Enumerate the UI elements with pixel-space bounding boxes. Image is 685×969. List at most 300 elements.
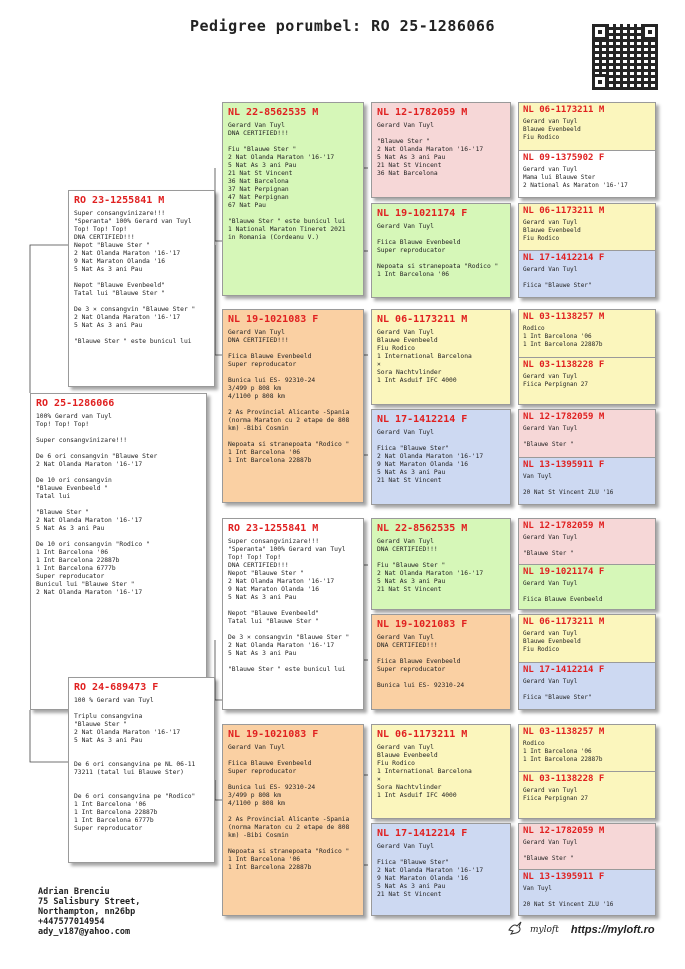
info-line: 2 Nat Olanda Maraton '16-'17 — [74, 314, 181, 321]
info-line: DNA CERTIFIED!!! — [228, 130, 289, 137]
info-line: 1 Int Barcelona 22887b — [523, 341, 603, 348]
gen4-pair-card — [518, 614, 656, 710]
info-line: Gerard van Tuyl — [523, 787, 578, 794]
info-line: 21 Nat St Vincent — [377, 891, 442, 898]
info-line: 2 Nat Olanda Maraton '16-'17 — [228, 578, 335, 585]
great-grandparent-card — [371, 409, 511, 505]
info-line — [36, 501, 201, 509]
ring-number: NL 22-8562535 M — [228, 107, 319, 118]
info-line: 5 Nat As 3 ani Pau — [377, 154, 446, 161]
info-line: Gerard Van Tuyl — [523, 580, 578, 587]
info-line: Gerard Van Tuyl — [377, 223, 434, 230]
info-line: Top! Top! Top! — [74, 226, 128, 233]
info-line: De 10 ori consangvin "Rodico " — [36, 541, 150, 548]
info-line: Gerard Van Tuyl — [523, 534, 578, 541]
info-line: "Blauwe Ster " este bunicul lui — [228, 218, 346, 225]
grandparent-card — [222, 518, 364, 710]
info-line: 47 Nat Perpignan — [228, 194, 289, 201]
grandparent-card — [222, 309, 364, 503]
dam-ring: RO 24-689473 F — [74, 682, 159, 693]
info-line: De 6 ori consangvina pe "Rodico" — [74, 793, 196, 800]
info-line: × — [377, 361, 381, 368]
info-line: Blauwe Evenbeeld — [523, 126, 581, 133]
info-line — [523, 847, 651, 855]
info-line: "Blauwe Ster " — [523, 855, 574, 862]
info-line: Sora Nachtvlinder — [377, 369, 442, 376]
ring-number: NL 17-1412214 F — [377, 828, 468, 839]
info-line: 20 Nat St Vincent ZLU '16 — [523, 901, 614, 908]
info-line — [74, 330, 209, 338]
info-line: Fiica "Blauwe Ster" — [523, 282, 592, 289]
info-line — [377, 674, 505, 682]
info-line — [228, 345, 358, 353]
info-line — [36, 533, 201, 541]
ring-number: NL 06-1173211 M — [523, 206, 605, 216]
info-line: Gerard Van Tuyl — [228, 744, 285, 751]
info-line: De 3 × consangvin "Blauwe Ster " — [228, 634, 350, 641]
info-line — [523, 433, 651, 441]
sire-card — [68, 190, 215, 387]
info-line: Mama lui Blauwe Ster — [523, 174, 596, 181]
info-line: DNA CERTIFIED!!! — [228, 337, 289, 344]
info-line: 9 Nat Maraton Olanda '16 — [377, 875, 468, 882]
gen4-female — [519, 564, 655, 610]
info-line: Gerard Van Tuyl — [523, 678, 578, 685]
great-grandparent-card — [371, 203, 511, 298]
owner-email[interactable]: ady_v187@yahoo.com — [38, 927, 131, 937]
owner-contact — [38, 887, 140, 937]
gen4-pair-card — [518, 823, 656, 916]
ring-number: NL 06-1173211 M — [523, 105, 605, 115]
info-line: Nepot "Blauwe Evenbeeld" — [74, 282, 165, 289]
info-line: Super reproducator — [228, 768, 297, 775]
info-line: Super reproducator — [228, 361, 297, 368]
info-line: (norma Maraton cu 2 etape de 808 — [228, 824, 350, 831]
info-line: 20 Nat St Vincent ZLU '16 — [523, 489, 614, 496]
info-line: 1 Int Barcelona 6777b — [36, 565, 116, 572]
ring-number: NL 03-1138228 F — [523, 360, 605, 370]
info-line: 1 International Barcelona — [377, 768, 472, 775]
info-line: 1 Int Barcelona '06 — [377, 271, 450, 278]
brand-footer — [508, 921, 655, 939]
grandparent-card — [222, 102, 364, 296]
pigeon-logo-icon — [508, 921, 524, 939]
info-line — [228, 840, 358, 848]
info-line: Fiica Blauwe Evenbeeld — [377, 239, 461, 246]
info-line: 5 Nat As 3 ani Pau — [74, 737, 143, 744]
info-line — [74, 785, 209, 793]
info-line: Bunica lui ES- 92310-24 — [228, 377, 316, 384]
info-line: 5 Nat As 3 ani Pau — [377, 578, 446, 585]
gen4-male — [519, 310, 655, 357]
info-line: Fiica Perpignan 27 — [523, 795, 589, 802]
info-line: Gerard van Tuyl — [523, 630, 578, 637]
info-line — [377, 650, 505, 658]
info-line: 2 Nat Olanda Maraton '16-'17 — [36, 517, 143, 524]
info-line: Top! Top! Top! — [36, 421, 90, 428]
info-line: Van Tuyl — [523, 473, 552, 480]
gen4-male — [519, 103, 655, 150]
info-line: Nepot "Blauwe Evenbeeld" — [228, 610, 319, 617]
info-line: De 6 ori consangvina pe NL 06-11 — [74, 761, 196, 768]
info-line: 2 Nat Olanda Maraton '16-'17 — [377, 570, 484, 577]
info-line: Rodico — [523, 325, 545, 332]
great-grandparent-card — [371, 614, 511, 710]
gen4-female — [519, 662, 655, 710]
gen4-male — [519, 204, 655, 250]
info-line: De 3 × consangvin "Blauwe Ster " — [74, 306, 196, 313]
info-line — [377, 851, 505, 859]
ring-number: NL 17-1412214 F — [377, 414, 468, 425]
info-line: km) -Bibi Cosmin — [228, 832, 289, 839]
info-line: Blauwe Evenbeeld — [377, 337, 438, 344]
info-line: km) -Bibi Cosmin — [228, 425, 289, 432]
info-line: 5 Nat As 3 ani Pau — [228, 162, 297, 169]
info-line: Fiica Blauwe Evenbeeld — [523, 596, 603, 603]
info-line: "Speranta" 100% Gerard van Tuyl — [228, 546, 346, 553]
info-line: Sora Nachtvlinder — [377, 784, 442, 791]
info-line: 1 International Barcelona — [377, 353, 472, 360]
grandparent-card — [222, 724, 364, 916]
info-line: 1 Int Asduif IFC 4000 — [377, 377, 457, 384]
info-line: 2 Nat Olanda Maraton '16-'17 — [36, 589, 143, 596]
info-line: 2 Nat Olanda Maraton '16-'17 — [377, 453, 484, 460]
info-line — [228, 433, 358, 441]
info-line: Fiica Blauwe Evenbeeld — [377, 658, 461, 665]
info-line: Van Tuyl — [523, 885, 552, 892]
info-line: 1 Int Barcelona 22887b — [36, 557, 120, 564]
info-line: Gerard Van Tuyl — [377, 843, 434, 850]
dam-card — [68, 677, 215, 863]
info-line: 1 Int Barcelona '06 — [36, 549, 109, 556]
info-line: Super reproducator — [377, 247, 446, 254]
info-line: 1 Int Barcelona 6777b — [74, 817, 154, 824]
info-line: "Blauwe Evenbeeld " — [36, 485, 109, 492]
ring-number: NL 12-1782059 M — [377, 107, 468, 118]
great-grandparent-card — [371, 518, 511, 610]
info-line: Rodico — [523, 740, 545, 747]
info-line — [228, 138, 358, 146]
info-line: 1 Int Barcelona 22887b — [523, 756, 603, 763]
ring-number: NL 06-1173211 M — [377, 314, 468, 325]
info-line: DNA CERTIFIED!!! — [377, 642, 438, 649]
info-line: 1 Int Barcelona 22887b — [228, 864, 312, 871]
info-line: Super reproducator — [36, 573, 105, 580]
info-line: 1 Int Barcelona 22887b — [74, 809, 158, 816]
info-line: Gerard Van Tuyl — [377, 634, 434, 641]
gen4-pair-card — [518, 409, 656, 505]
info-line: Super consangvinizare!!! — [228, 538, 319, 545]
gen4-female — [519, 457, 655, 505]
gen4-female — [519, 250, 655, 298]
info-line: "Blauwe Ster " — [74, 721, 128, 728]
ring-number: NL 22-8562535 M — [377, 523, 468, 534]
info-line: 36 Nat Barcelona — [228, 178, 289, 185]
info-line: 2 Nat Olanda Maraton '16-'17 — [36, 461, 143, 468]
info-line: Fiu Rodico — [523, 134, 560, 141]
ring-number: NL 19-1021174 F — [377, 208, 468, 219]
brand-name: myloft — [530, 925, 559, 935]
info-line — [228, 626, 358, 634]
gen4-male — [519, 824, 655, 869]
info-line: 9 Nat Maraton Olanda '16 — [74, 258, 165, 265]
ring-number: NL 03-1138228 F — [523, 774, 605, 784]
brand-url-link[interactable]: https://myloft.ro — [570, 924, 655, 936]
info-line: 5 Nat As 3 ani Pau — [377, 469, 446, 476]
gen4-pair-card — [518, 102, 656, 198]
ring-number: NL 13-1395911 F — [523, 460, 605, 470]
ring-number: NL 12-1782059 M — [523, 412, 605, 422]
owner-phone: +447577014954 — [38, 917, 105, 927]
info-line: Super consangvinizare!!! — [36, 437, 127, 444]
info-line: 4/1100 p 808 km — [228, 393, 285, 400]
info-line: Fiica "Blauwe Ster" — [377, 859, 450, 866]
subject-ring: RO 25-1286066 — [36, 398, 115, 409]
info-line: Blauwe Evenbeeld — [377, 752, 438, 759]
info-line: 9 Nat Maraton Olanda '16 — [377, 461, 468, 468]
info-line — [228, 752, 358, 760]
info-line: 37 Nat Perpignan — [228, 186, 289, 193]
info-line: Fiica "Blauwe Ster" — [523, 694, 592, 701]
info-line: 2 Nat Olanda Maraton '16-'17 — [74, 729, 181, 736]
gen4-pair-card — [518, 724, 656, 819]
info-line — [36, 445, 201, 453]
info-line: "Blauwe Ster " — [523, 550, 574, 557]
info-line: Super consangvinizare!!! — [74, 210, 165, 217]
great-grandparent-card — [371, 102, 511, 198]
info-line: Nepoata si stranepoata "Rodico " — [377, 263, 499, 270]
info-line: Nepoata si stranepoata "Rodico " — [228, 848, 350, 855]
info-line: "Blauwe Ster " este bunicul lui — [74, 338, 192, 345]
ring-number: NL 12-1782059 M — [523, 826, 605, 836]
info-line: Fiu Rodico — [523, 235, 560, 242]
gen4-male — [519, 410, 655, 457]
info-line — [523, 542, 651, 550]
ring-number: NL 19-1021174 F — [523, 567, 605, 577]
info-line: Fiica Perpignan 27 — [523, 381, 589, 388]
info-line: 5 Nat As 3 ani Pau — [36, 525, 105, 532]
info-line: "Blauwe Ster " — [377, 138, 431, 145]
info-line: 1 National Maraton Tineret 2021 — [228, 226, 346, 233]
info-line: DNA CERTIFIED!!! — [228, 562, 289, 569]
info-line — [523, 588, 651, 596]
info-line: Fiu Rodico — [523, 646, 560, 653]
info-line — [228, 658, 358, 666]
ring-number: NL 13-1395911 F — [523, 872, 605, 882]
info-line — [74, 777, 209, 785]
ring-number: NL 06-1173211 M — [523, 617, 605, 627]
info-line: 1 Int Barcelona '06 — [228, 856, 301, 863]
gen4-pair-card — [518, 518, 656, 610]
great-grandparent-card — [371, 724, 511, 819]
info-line: Super reproducator — [377, 666, 446, 673]
info-line: 67 Nat Pau — [228, 202, 266, 209]
info-line: in Romania (Cordeanu V.) — [228, 234, 319, 241]
info-line: 2 As Provincial Alicante -Spania — [228, 409, 350, 416]
info-line: 4/1100 p 808 km — [228, 800, 285, 807]
info-line: Blauwe Evenbeeld — [523, 638, 581, 645]
info-line: 1 Int Asduif IFC 4000 — [377, 792, 457, 799]
info-line — [377, 554, 505, 562]
gen4-pair-card — [518, 203, 656, 298]
info-line: 2 National As Maraton '16-'17 — [523, 182, 628, 189]
info-line: 100 % Gerard van Tuyl — [74, 697, 154, 704]
info-line — [74, 298, 209, 306]
ring-number: NL 17-1412214 F — [523, 253, 605, 263]
info-line — [523, 481, 651, 489]
info-line — [377, 437, 505, 445]
gen4-pair-card — [518, 309, 656, 405]
info-line: 5 Nat As 3 ani Pau — [377, 883, 446, 890]
info-line: Bunica lui ES- 92310-24 — [377, 682, 465, 689]
info-line: 3/499 p 808 km — [228, 385, 282, 392]
page-title: Pedigree porumbel: RO 25-1286066 — [190, 17, 495, 35]
info-line: 9 Nat Maraton Olanda '16 — [228, 586, 319, 593]
info-line: 21 Nat St Vincent — [228, 170, 293, 177]
sire-ring: RO 23-1255841 M — [74, 195, 165, 206]
subject-lines — [31, 413, 206, 605]
info-line: Gerard van Tuyl — [523, 219, 578, 226]
info-line: Fiica "Blauwe Ster" — [377, 445, 450, 452]
ring-number: NL 09-1375902 F — [523, 153, 605, 163]
info-line: Bunica lui ES- 92310-24 — [228, 784, 316, 791]
gen4-male — [519, 519, 655, 564]
info-line: Triplu consangvina — [74, 713, 143, 720]
info-line: 5 Nat As 3 ani Pau — [228, 650, 297, 657]
ring-number: NL 19-1021083 F — [228, 729, 319, 740]
info-line: Top! Top! Top! — [228, 554, 282, 561]
info-line: 5 Nat As 3 ani Pau — [228, 594, 297, 601]
info-line: 2 Nat Olanda Maraton '16-'17 — [377, 867, 484, 874]
info-line — [228, 210, 358, 218]
info-line: 21 Nat St Vincent — [377, 586, 442, 593]
info-line — [228, 369, 358, 377]
info-line: "Blauwe Ster " — [523, 441, 574, 448]
info-line: Gerard van Tuyl — [523, 118, 578, 125]
info-line: 5 Nat As 3 ani Pau — [74, 266, 143, 273]
info-line: Gerard van Tuyl — [377, 744, 434, 751]
info-line: Super reproducator — [74, 825, 143, 832]
info-line — [36, 469, 201, 477]
info-line: 5 Nat As 3 ani Pau — [74, 322, 143, 329]
info-line: Tatal lui "Blauwe Ster " — [228, 618, 319, 625]
info-line: Fiu Rodico — [377, 345, 415, 352]
info-line: Gerard Van Tuyl — [377, 122, 434, 129]
info-line: Fiu "Blauwe Ster " — [377, 562, 446, 569]
info-line: Nepot "Blauwe Ster " — [74, 242, 150, 249]
owner-name: Adrian Brenciu — [38, 887, 110, 897]
info-line: Fiu "Blauwe Ster " — [228, 146, 297, 153]
info-line: "Speranta" 100% Gerard van Tuyl — [74, 218, 192, 225]
info-line — [377, 231, 505, 239]
info-line: 1 Int Barcelona '06 — [228, 449, 301, 456]
info-line: Gerard Van Tuyl — [523, 425, 578, 432]
info-line — [228, 602, 358, 610]
info-line: 2 Nat Olanda Maraton '16-'17 — [377, 146, 484, 153]
info-line — [228, 808, 358, 816]
ring-number: NL 06-1173211 M — [377, 729, 468, 740]
info-line: 2 Nat Olanda Maraton '16-'17 — [228, 642, 335, 649]
info-line: Gerard Van Tuyl — [377, 329, 434, 336]
info-line: 21 Nat St Vincent — [377, 162, 442, 169]
info-line: 2 Nat Olanda Maraton '16-'17 — [74, 250, 181, 257]
info-line — [74, 753, 209, 761]
info-line: Blauwe Evenbeeld — [523, 227, 581, 234]
info-line: 2 As Provincial Alicante -Spania — [228, 816, 350, 823]
info-line — [228, 401, 358, 409]
info-line: Fiu Rodico — [377, 760, 415, 767]
info-line: Fiica Blauwe Evenbeeld — [228, 760, 312, 767]
info-line: Fiica Blauwe Evenbeeld — [228, 353, 312, 360]
info-line — [377, 130, 505, 138]
ring-number: NL 17-1412214 F — [523, 665, 605, 675]
info-line: DNA CERTIFIED!!! — [74, 234, 135, 241]
info-line: Tatal lui "Blauwe Ster " — [74, 290, 165, 297]
info-line: DNA CERTIFIED!!! — [377, 546, 438, 553]
info-line: Nepot "Blauwe Ster " — [228, 570, 304, 577]
info-line: Gerard Van Tuyl — [377, 429, 434, 436]
info-line — [523, 686, 651, 694]
owner-street: 75 Salisbury Street, — [38, 897, 141, 907]
info-line: 1 Int Barcelona '06 — [523, 748, 592, 755]
info-line: 2 Nat Olanda Maraton '16-'17 — [228, 154, 335, 161]
subject-card — [30, 393, 207, 710]
great-grandparent-card — [371, 823, 511, 916]
info-line: (norma Maraton cu 2 etape de 808 — [228, 417, 350, 424]
info-line: 73211 (tatal lui Blauwe Ster) — [74, 769, 184, 776]
ring-number: NL 03-1138257 M — [523, 727, 605, 737]
info-line: 1 Int Barcelona '06 — [523, 333, 592, 340]
gen4-male — [519, 725, 655, 771]
info-line: 21 Nat St Vincent — [377, 477, 442, 484]
info-line — [36, 429, 201, 437]
info-line: Gerard Van Tuyl — [523, 839, 578, 846]
ring-number: NL 19-1021083 F — [228, 314, 319, 325]
info-line: Gerard Van Tuyl — [228, 122, 285, 129]
owner-city: Northampton, nn26bp — [38, 907, 136, 917]
qr-code-icon — [592, 24, 658, 90]
info-line — [523, 274, 651, 282]
info-line — [74, 745, 209, 753]
info-line: 36 Nat Barcelona — [377, 170, 438, 177]
info-line: × — [377, 776, 381, 783]
info-line: De 6 ori consangvin "Blauwe Ster — [36, 453, 158, 460]
ring-number: NL 19-1021083 F — [377, 619, 468, 630]
great-grandparent-card — [371, 309, 511, 405]
info-line: Gerard Van Tuyl — [228, 329, 285, 336]
info-line: Tatal lui — [36, 493, 71, 500]
gen4-male — [519, 615, 655, 662]
info-line: "Blauwe Ster " — [36, 509, 90, 516]
info-line — [74, 705, 209, 713]
ring-number: NL 03-1138257 M — [523, 312, 605, 322]
info-line — [377, 255, 505, 263]
info-line — [74, 274, 209, 282]
gen4-female — [519, 771, 655, 819]
gen4-female — [519, 357, 655, 405]
info-line: Gerard van Tuyl — [523, 373, 578, 380]
info-line: 1 Int Barcelona 22887b — [228, 457, 312, 464]
info-line: Gerard Van Tuyl — [377, 538, 434, 545]
gen4-female — [519, 869, 655, 916]
info-line: Nepoata si stranepoata "Rodico " — [228, 441, 350, 448]
info-line: "Blauwe Ster " este bunicul lui — [228, 666, 346, 673]
info-line: Bunicul lui "Blauwe Ster " — [36, 581, 135, 588]
info-line: De 10 ori consangvin — [36, 477, 112, 484]
info-line — [523, 893, 651, 901]
info-line: 100% Gerard van Tuyl — [36, 413, 112, 420]
info-line: 1 Int Barcelona '06 — [74, 801, 147, 808]
